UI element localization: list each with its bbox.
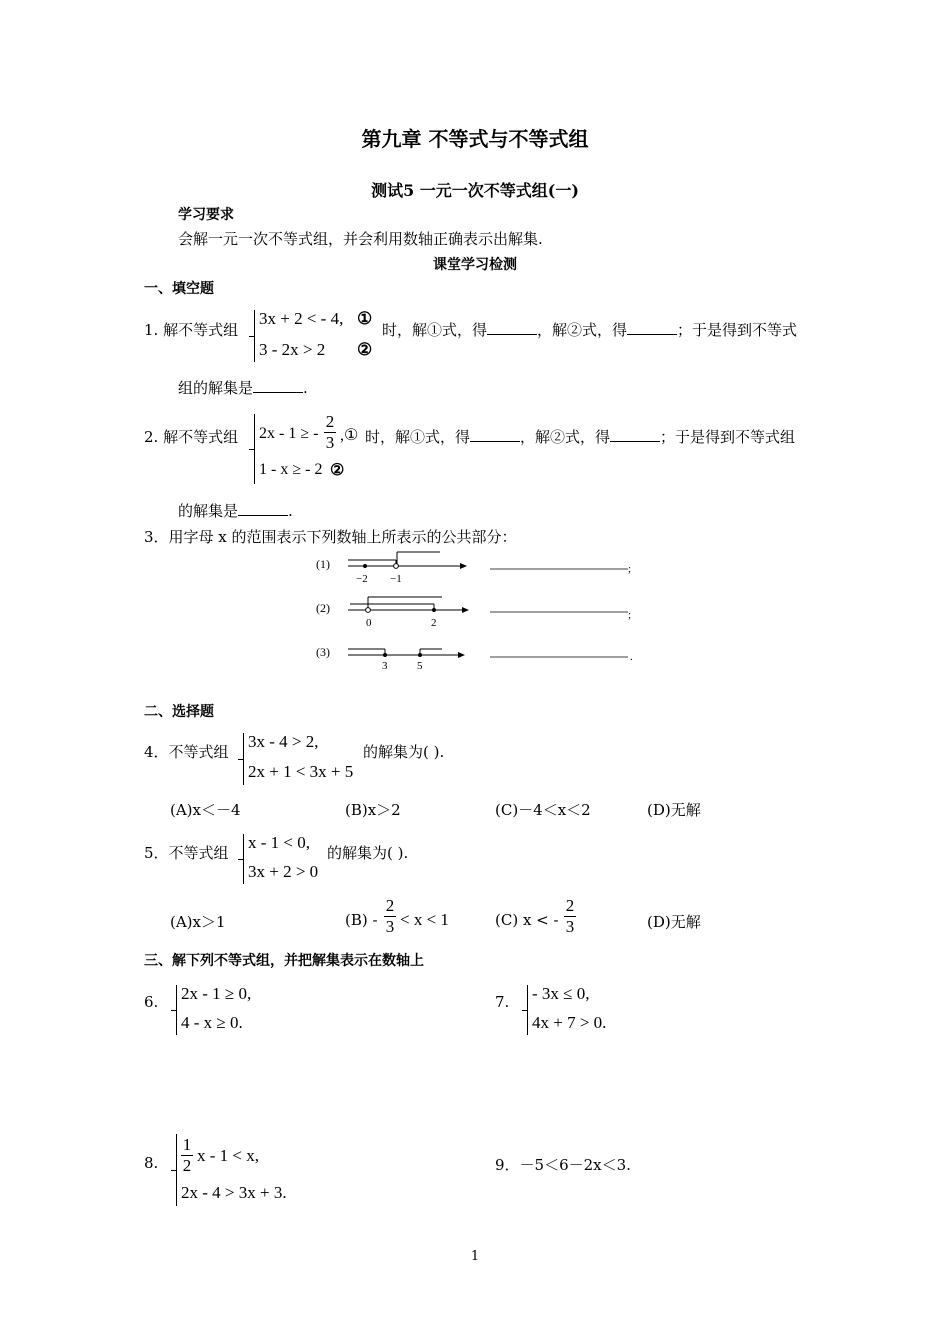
question-9: 9．－5＜6－2x＜3. — [495, 1156, 631, 1174]
q1-cont: 组的解集是 — [178, 379, 254, 397]
axis-1-arrow — [460, 563, 467, 569]
q5-b-frac-num: 2 — [385, 896, 395, 915]
q5-option-a[interactable]: (A)x＞1 — [170, 913, 226, 931]
q1-brace — [254, 310, 255, 362]
axis-1-tick-b: −1 — [390, 573, 402, 585]
number-line-3 — [316, 645, 633, 672]
q3-text: 3．用字母 x 的范围表示下列数轴上所表示的公共部分： — [144, 528, 517, 546]
q4-option-d[interactable]: (D)无解 — [647, 801, 701, 819]
q1-blank-1[interactable] — [487, 334, 537, 335]
requirements-text: 会解一元一次不等式组，并会利用数轴正确表示出解集. — [178, 230, 543, 248]
axis-1-end: ; — [628, 563, 632, 575]
q2-line1b: ,① — [340, 427, 359, 444]
q4-option-a[interactable]: (A)x＜－4 — [170, 801, 241, 819]
q5-brace — [243, 834, 244, 884]
axis-2-arrow — [462, 607, 469, 613]
q5-option-d[interactable]: (D)无解 — [647, 913, 701, 931]
axis-3-tick-b: 5 — [417, 660, 423, 672]
class-check-heading: 课堂学习检测 — [433, 257, 517, 273]
test-title: 测试5 一元一次不等式组(一) — [371, 181, 579, 200]
q5-option-b-pre: (B) - — [345, 911, 378, 929]
q2-cont: 的解集是 — [178, 502, 239, 520]
q1-end: ；于是得到不等式 — [677, 321, 798, 339]
q8-frac-num: 1 — [182, 1135, 192, 1154]
section3-heading: 三、解下列不等式组，并把解集表示在数轴上 — [144, 953, 424, 969]
axis-2-point-a — [366, 608, 371, 613]
q6-line2: 4 - x ≥ 0. — [181, 1013, 243, 1032]
q2-continuation — [178, 500, 293, 521]
q8-fraction — [181, 1136, 193, 1175]
number-line-1 — [316, 552, 631, 585]
q4-lead: 4．不等式组 — [144, 743, 229, 761]
axis-2-point-b — [432, 608, 436, 612]
page-number: 1 — [470, 1249, 480, 1264]
q1-mark2: ② — [357, 340, 373, 359]
axis-1-tick-a: −2 — [356, 573, 368, 585]
section2-heading: 二、选择题 — [144, 704, 214, 720]
q7-brace — [527, 985, 528, 1035]
q4-line2: 2x + 1 < 3x + 5 — [248, 762, 354, 781]
q1-answer-line — [382, 319, 797, 340]
number-line-2 — [316, 597, 631, 629]
axis-1-label: (1) — [316, 557, 330, 571]
axis-3-end: . — [630, 651, 633, 663]
axis-2-end: ; — [628, 609, 632, 621]
q6-number: 6. — [144, 993, 159, 1011]
q2-blank-3[interactable] — [238, 515, 288, 516]
requirements-heading: 学习要求 — [178, 207, 234, 223]
q5-after: 的解集为( ). — [327, 844, 409, 862]
q5-option-b-post: < x < 1 — [400, 910, 449, 929]
q6-line1: 2x - 1 ≥ 0, — [181, 984, 252, 1003]
q2-fraction — [324, 413, 336, 452]
axis-3-point-a — [383, 653, 387, 657]
q1-lead: 1. 解不等式组 — [144, 321, 239, 339]
q8-brace — [176, 1134, 177, 1206]
q2-frac-num: 2 — [325, 412, 335, 431]
q2-blank-2[interactable] — [610, 441, 660, 442]
q5-line1: x - 1 < 0, — [248, 833, 310, 852]
q5-c-frac-num: 2 — [565, 896, 575, 915]
q5-b-frac-den: 3 — [385, 917, 395, 936]
q2-lead: 2. 解不等式组 — [144, 428, 239, 446]
q8-line2: 2x - 4 > 3x + 3. — [181, 1183, 287, 1202]
axis-2-tick-b: 2 — [431, 617, 437, 629]
axis-3-tick-a: 3 — [382, 660, 388, 672]
q1-blank-2[interactable] — [627, 334, 677, 335]
q7-number: 7. — [495, 993, 510, 1011]
q5-option-b-fraction — [384, 897, 396, 936]
q2-mid: ，解②式，得 — [520, 428, 611, 446]
axis-2-label: (2) — [316, 601, 330, 615]
axis-3-label: (3) — [316, 645, 330, 659]
axis-1-point-a — [363, 564, 367, 568]
axis-3-arrow — [458, 652, 465, 658]
number-lines-figure — [310, 548, 650, 674]
q5-option-c-pre: (C) x < - — [495, 911, 559, 929]
q1-blank-3[interactable] — [253, 392, 303, 393]
axis-1-point-b — [394, 564, 399, 569]
q2-frac-den: 3 — [325, 433, 335, 452]
q1-continuation — [178, 377, 308, 398]
q5-option-c-fraction — [564, 897, 576, 936]
section1-heading: 一、填空题 — [144, 281, 214, 297]
q8-number: 8. — [144, 1154, 159, 1172]
q2-line2: 1 - x ≥ - 2 — [259, 461, 323, 478]
q1-mid: ，解②式，得 — [537, 321, 628, 339]
q5-lead: 5．不等式组 — [144, 844, 229, 862]
q8-line1: x - 1 < x, — [197, 1146, 259, 1165]
q2-mark2: ② — [330, 462, 345, 479]
q2-brace — [254, 414, 255, 484]
q1-period: . — [303, 379, 308, 397]
q4-line1: 3x - 4 > 2, — [248, 732, 319, 751]
axis-2-tick-a: 0 — [366, 617, 372, 629]
q6-brace — [176, 985, 177, 1035]
q1-line1: 3x + 2 < - 4, — [259, 309, 344, 328]
q2-blank-1[interactable] — [470, 441, 520, 442]
q2-end: ；于是得到不等式组 — [660, 428, 796, 446]
q7-line1: - 3x ≤ 0, — [532, 984, 590, 1003]
chapter-title: 第九章 不等式与不等式组 — [361, 127, 589, 151]
q5-c-frac-den: 3 — [565, 917, 575, 936]
q4-option-c[interactable]: (C)－4＜x＜2 — [495, 801, 591, 819]
q2-answer-line — [365, 426, 795, 447]
q4-brace — [243, 733, 244, 785]
q4-after: 的解集为( ). — [363, 743, 445, 761]
q4-option-b[interactable]: (B)x＞2 — [345, 801, 401, 819]
q2-period: . — [288, 502, 293, 520]
axis-3-point-b — [418, 653, 422, 657]
q7-line2: 4x + 7 > 0. — [532, 1013, 607, 1032]
q5-line2: 3x + 2 > 0 — [248, 862, 319, 881]
q2-line1a: 2x - 1 ≥ - — [259, 425, 319, 442]
q2-after: 时，解①式，得 — [365, 428, 471, 446]
q8-frac-den: 2 — [182, 1156, 192, 1175]
q1-after: 时，解①式，得 — [382, 321, 488, 339]
q1-mark1: ① — [357, 309, 373, 328]
q1-line2: 3 - 2x > 2 — [259, 340, 326, 359]
